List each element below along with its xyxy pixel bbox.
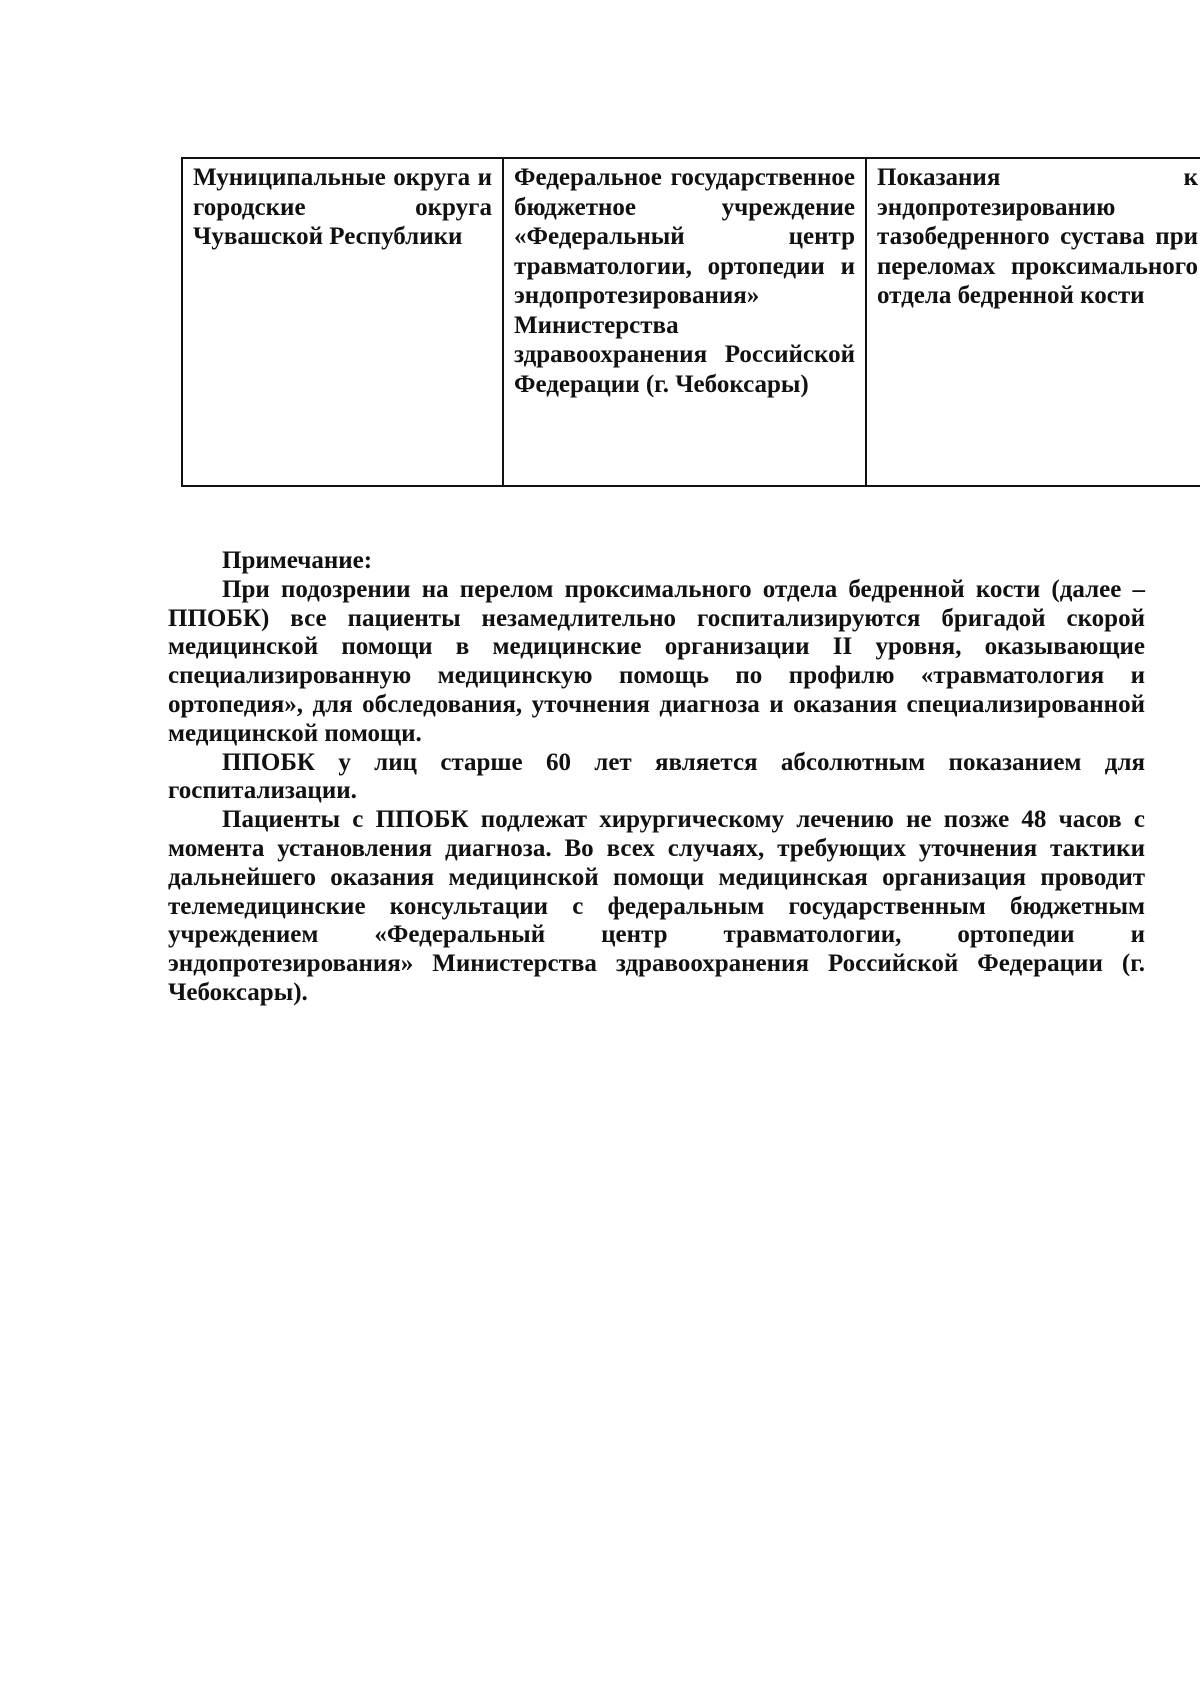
routing-table (181, 157, 1200, 487)
municipalities-cell: Муниципальные округа и городские округа Чувашской Республики (182, 158, 503, 486)
note-paragraph-3: Пациенты с ППОБК подлежат хирургическому лечению не позже 48 часов с момента установления диагноза. Во всех случаях, требующих уточнения тактики дальнейшего оказания медицинской помощи медицинская организация проводит телемедицинские консультации с федеральным государственным бюджетным учреждением «Федеральный центр травматологии, ортопедии и эндопротезирования» Министерства здравоохранения Российской Федерации (г. Чебоксары). (168, 806, 1145, 1006)
table-row (182, 158, 1200, 486)
note-title: Примечание: (222, 547, 373, 574)
note-paragraph-2: ППОБК у лиц старше 60 лет является абсолютным показанием для госпитализации. (168, 748, 1145, 805)
indications-cell: Показания к эндопротезированию тазобедренного сустава при переломах проксимального отдела бедренной кости (866, 158, 1200, 486)
note-paragraph-1: При подозрении на перелом проксимального отдела бедренной кости (далее – ППОБК) все пациенты незамедлительно госпитализируются бригадой скорой медицинской помощи в медицинские организации II уровня, оказывающие специализированную медицинскую помощь по профилю «травматология и ортопедия», для обследования, уточнения диагноза и оказания специализированной медицинской помощи. (168, 575, 1145, 747)
note-section (168, 547, 1145, 1008)
organization-cell: Федеральное государственное бюджетное учреждение «Федеральный центр травматологии, ортопедии и эндопротезирования» Министерства здравоохранения Российской Федерации (г. Чебоксары) (503, 158, 866, 486)
